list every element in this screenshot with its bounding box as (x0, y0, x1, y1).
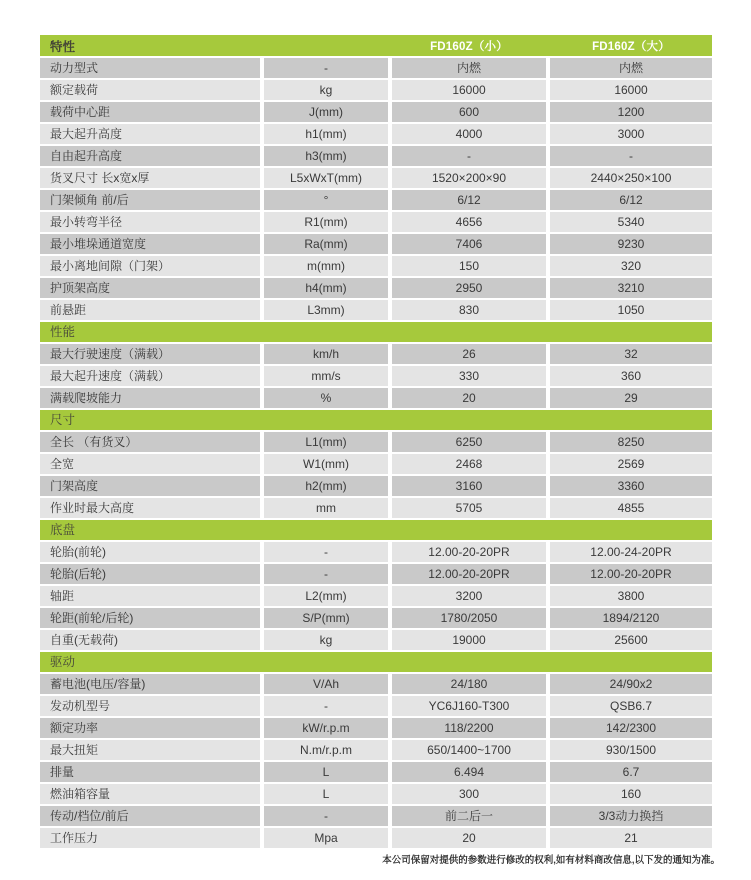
row-value-large: 1050 (550, 300, 712, 320)
row-value-large: 内燃 (550, 58, 712, 78)
row-value-small: 1780/2050 (392, 608, 546, 628)
col-header-small: FD160Z（小） (430, 40, 508, 53)
row-value-large: 6.7 (550, 762, 712, 782)
row-label: 轮胎(前轮) (40, 542, 260, 562)
row-label: 全宽 (40, 454, 260, 474)
row-value-large: 142/2300 (550, 718, 712, 738)
row-unit: L5xWxT(mm) (264, 168, 388, 188)
row-label: 作业时最大高度 (40, 498, 260, 518)
section-title: 尺寸 (50, 413, 76, 427)
row-value-large: 24/90x2 (550, 674, 712, 694)
spec-row (40, 476, 712, 496)
row-unit: R1(mm) (264, 212, 388, 232)
spec-row (40, 784, 712, 804)
row-value-large: 16000 (550, 80, 712, 100)
row-value-large: 32 (550, 344, 712, 364)
spec-row (40, 344, 712, 364)
row-value-large: 8250 (550, 432, 712, 452)
row-label: 最小离地间隙（门架） (40, 256, 260, 276)
section-header-bar (40, 322, 712, 342)
spec-row (40, 586, 712, 606)
row-value-large: 3800 (550, 586, 712, 606)
row-unit: mm/s (264, 366, 388, 386)
row-value-small: 2468 (392, 454, 546, 474)
spec-row (40, 718, 712, 738)
section-title: 底盘 (50, 523, 76, 537)
row-unit: L (264, 762, 388, 782)
spec-row (40, 300, 712, 320)
row-value-large: 160 (550, 784, 712, 804)
row-value-small: 7406 (392, 234, 546, 254)
row-label: 最大起升高度 (40, 124, 260, 144)
row-value-large: 12.00-20-20PR (550, 564, 712, 584)
row-value-large: 3000 (550, 124, 712, 144)
row-unit: L1(mm) (264, 432, 388, 452)
row-unit: h2(mm) (264, 476, 388, 496)
footer-note: 本公司保留对提供的参数进行修改的权利,如有材料商改信息,以下发的通知为准。 (382, 855, 720, 866)
row-label: 最小堆垛通道宽度 (40, 234, 260, 254)
row-unit: ° (264, 190, 388, 210)
spec-row (40, 190, 712, 210)
row-value-small: 19000 (392, 630, 546, 650)
spec-row (40, 146, 712, 166)
row-value-large: 320 (550, 256, 712, 276)
row-label: 门架倾角 前/后 (40, 190, 260, 210)
row-value-small: 300 (392, 784, 546, 804)
row-unit: J(mm) (264, 102, 388, 122)
spec-row (40, 542, 712, 562)
spec-row (40, 498, 712, 518)
row-unit: Mpa (264, 828, 388, 848)
row-label: 最小转弯半径 (40, 212, 260, 232)
row-unit: - (264, 806, 388, 826)
row-unit: mm (264, 498, 388, 518)
row-value-small: - (392, 146, 546, 166)
row-unit: kg (264, 630, 388, 650)
row-value-large: 2569 (550, 454, 712, 474)
row-value-large: - (550, 146, 712, 166)
row-label: 载荷中心距 (40, 102, 260, 122)
spec-row (40, 234, 712, 254)
spec-row (40, 630, 712, 650)
row-value-large: 5340 (550, 212, 712, 232)
spec-row (40, 102, 712, 122)
row-value-small: 150 (392, 256, 546, 276)
row-label: 燃油箱容量 (40, 784, 260, 804)
row-value-large: 360 (550, 366, 712, 386)
row-label: 轮距(前轮/后轮) (40, 608, 260, 628)
row-label: 自由起升高度 (40, 146, 260, 166)
row-unit: h3(mm) (264, 146, 388, 166)
row-value-small: 24/180 (392, 674, 546, 694)
spec-row (40, 608, 712, 628)
row-label: 前悬距 (40, 300, 260, 320)
row-value-large: 29 (550, 388, 712, 408)
row-unit: m(mm) (264, 256, 388, 276)
row-label: 额定功率 (40, 718, 260, 738)
row-label: 护顶架高度 (40, 278, 260, 298)
row-value-small: 3160 (392, 476, 546, 496)
spec-row (40, 124, 712, 144)
row-label: 传动/档位/前后 (40, 806, 260, 826)
row-label: 发动机型号 (40, 696, 260, 716)
row-value-small: 5705 (392, 498, 546, 518)
spec-row (40, 740, 712, 760)
row-unit: - (264, 564, 388, 584)
row-value-large: 21 (550, 828, 712, 848)
row-value-small: 6.494 (392, 762, 546, 782)
row-value-large: 9230 (550, 234, 712, 254)
spec-table-body (40, 58, 712, 848)
row-label: 最大起升速度（满载） (40, 366, 260, 386)
row-unit: S/P(mm) (264, 608, 388, 628)
row-value-small: YC6J160-T300 (392, 696, 546, 716)
spec-row (40, 564, 712, 584)
row-value-small: 12.00-20-20PR (392, 542, 546, 562)
row-unit: - (264, 542, 388, 562)
row-value-small: 4000 (392, 124, 546, 144)
row-value-large: 3210 (550, 278, 712, 298)
spec-table (40, 35, 712, 850)
row-unit: V/Ah (264, 674, 388, 694)
feature-header-label: 特性 (50, 39, 76, 54)
row-value-small: 20 (392, 388, 546, 408)
spec-row (40, 278, 712, 298)
row-label: 门架高度 (40, 476, 260, 496)
row-unit: km/h (264, 344, 388, 364)
row-label: 排量 (40, 762, 260, 782)
row-label: 最大行驶速度（满载） (40, 344, 260, 364)
spec-row (40, 366, 712, 386)
row-unit: % (264, 388, 388, 408)
row-label: 蓄电池(电压/容量) (40, 674, 260, 694)
row-value-small: 16000 (392, 80, 546, 100)
row-value-small: 4656 (392, 212, 546, 232)
row-value-small: 6/12 (392, 190, 546, 210)
row-unit: - (264, 696, 388, 716)
row-value-small: 118/2200 (392, 718, 546, 738)
row-value-large: 930/1500 (550, 740, 712, 760)
row-value-small: 6250 (392, 432, 546, 452)
spec-row (40, 674, 712, 694)
spec-row (40, 80, 712, 100)
row-value-large: 1894/2120 (550, 608, 712, 628)
section-header-bar (40, 652, 712, 672)
row-label: 货叉尺寸 长x宽x厚 (40, 168, 260, 188)
row-label: 轴距 (40, 586, 260, 606)
row-unit: kg (264, 80, 388, 100)
row-value-small: 600 (392, 102, 546, 122)
row-label: 全长 （有货叉） (40, 432, 260, 452)
row-value-large: QSB6.7 (550, 696, 712, 716)
row-label: 动力型式 (40, 58, 260, 78)
row-value-small: 12.00-20-20PR (392, 564, 546, 584)
row-unit: h1(mm) (264, 124, 388, 144)
row-unit: h4(mm) (264, 278, 388, 298)
row-unit: L2(mm) (264, 586, 388, 606)
row-unit: L3mm) (264, 300, 388, 320)
spec-row (40, 696, 712, 716)
row-value-small: 830 (392, 300, 546, 320)
spec-row (40, 212, 712, 232)
section-title: 驱动 (50, 655, 76, 669)
row-label: 最大扭矩 (40, 740, 260, 760)
row-value-small: 650/1400~1700 (392, 740, 546, 760)
row-value-small: 3200 (392, 586, 546, 606)
row-label: 额定载荷 (40, 80, 260, 100)
row-value-small: 2950 (392, 278, 546, 298)
row-value-small: 前二后一 (392, 806, 546, 826)
row-value-large: 1200 (550, 102, 712, 122)
row-value-large: 25600 (550, 630, 712, 650)
spec-row (40, 432, 712, 452)
row-label: 自重(无载荷) (40, 630, 260, 650)
row-label: 轮胎(后轮) (40, 564, 260, 584)
row-unit: N.m/r.p.m (264, 740, 388, 760)
section-header-bar (40, 410, 712, 430)
section-title: 性能 (50, 325, 76, 339)
row-value-large: 3/3动力换挡 (550, 806, 712, 826)
spec-row (40, 58, 712, 78)
spec-row (40, 762, 712, 782)
spec-row (40, 388, 712, 408)
row-value-small: 26 (392, 344, 546, 364)
row-value-small: 1520×200×90 (392, 168, 546, 188)
row-unit: L (264, 784, 388, 804)
row-value-large: 4855 (550, 498, 712, 518)
row-unit: - (264, 58, 388, 78)
section-header-bar (40, 520, 712, 540)
table-header-row (40, 35, 712, 56)
row-value-small: 内燃 (392, 58, 546, 78)
spec-row (40, 806, 712, 826)
spec-row (40, 168, 712, 188)
row-unit: W1(mm) (264, 454, 388, 474)
row-value-large: 6/12 (550, 190, 712, 210)
row-value-small: 20 (392, 828, 546, 848)
spec-row (40, 454, 712, 474)
row-label: 满载爬坡能力 (40, 388, 260, 408)
col-header-large: FD160Z（大） (592, 40, 670, 53)
row-value-small: 330 (392, 366, 546, 386)
row-value-large: 12.00-24-20PR (550, 542, 712, 562)
row-value-large: 3360 (550, 476, 712, 496)
row-unit: kW/r.p.m (264, 718, 388, 738)
row-label: 工作压力 (40, 828, 260, 848)
row-value-large: 2440×250×100 (550, 168, 712, 188)
spec-row (40, 256, 712, 276)
row-unit: Ra(mm) (264, 234, 388, 254)
spec-row (40, 828, 712, 848)
